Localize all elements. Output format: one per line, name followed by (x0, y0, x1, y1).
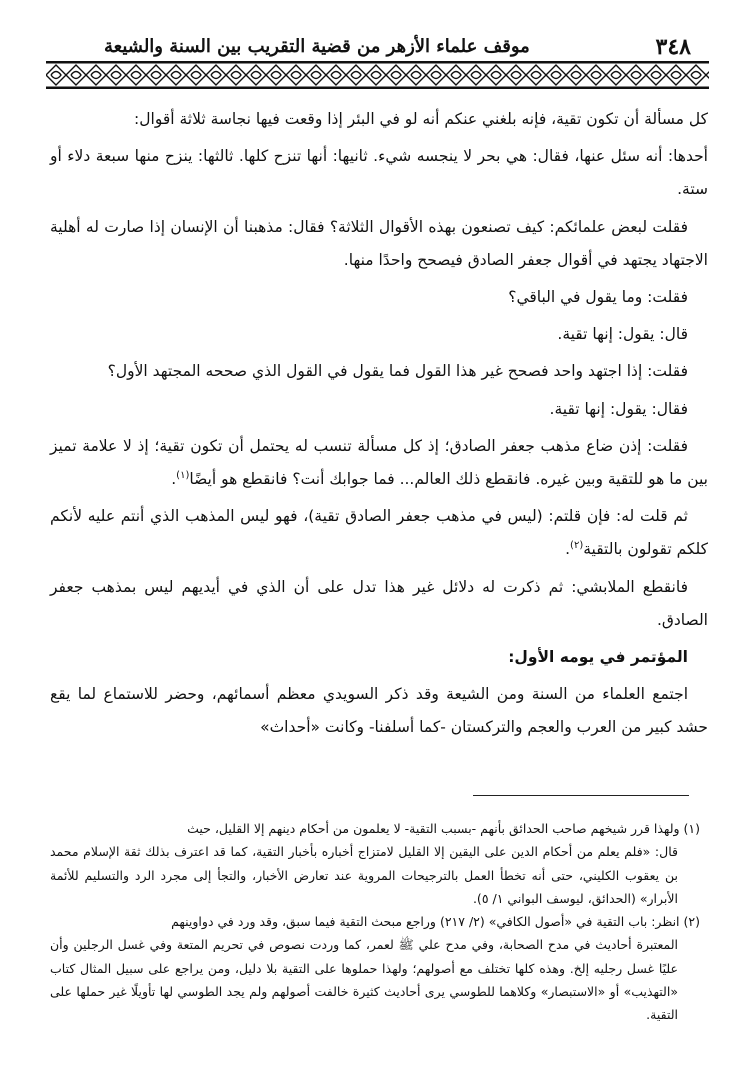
footnote-2-first-line: (٢) انظر: باب التقية في «أصول الكافي» (٢/ ٢١٧) وراجع مبحث التقية فيما سبق، وقد ورد في دواوينهم (171, 914, 700, 930)
footnotes (50, 817, 700, 1027)
footnote-ref: (٢) (570, 540, 584, 552)
running-title: موقف علماء الأزهر من قضية التقريب بين السنة والشيعة (104, 36, 530, 57)
paragraph: أحدها: أنه سئل عنها، فقال: هي بحر لا ينجسه شيء. ثانيها: أنها تنزح كلها. ثالثها: ينزح منها سبعة دلاء أو ستة. (50, 147, 708, 199)
paragraph: فقلت: وما يقول في الباقي؟ (508, 288, 688, 307)
footnote-separator (473, 795, 689, 796)
footnote-1-continued: قال: «فلم يعلم من أحكام الدين على اليقين إلا القليل لامتزاج أخباره بأخبار التقية، كما قد اعترف بذلك ثقة الإسلام محمد بن يعقوب الكليني، حتى أنه تخطأ العمل بالترجيحات المروية عند تعارض الأخبار، والتجأ إلى مجرد الرد والتسليم للأئمة الأبرار» (الحدائق، ليوسف البواني ١/ ٥). (50, 844, 678, 906)
section-heading: المؤتمر في يومه الأول: (508, 648, 688, 667)
footnote-ref: (١) (176, 469, 190, 481)
footnote-1-first-line: (١) ولهذا قرر شيخهم صاحب الحدائق بأنهم -بسبب التقية- لا يعلمون من أحكام دينهم إلا القليل، حيث (187, 821, 700, 836)
page-number: ٣٤٨ (655, 34, 691, 60)
main-text (50, 103, 708, 749)
paragraph: فانقطع الملابشي: ثم ذكرت له دلائل غير هذا تدل على أن الذي في أيديهم ليس بمذهب جعفر الصادق. (50, 577, 708, 629)
paragraph: فقلت: إذا اجتهد واحد فصحح غير هذا القول فما يقول في القول الذي صححه المجتهد الأول؟ (107, 362, 688, 381)
paragraph: اجتمع العلماء من السنة ومن الشيعة وقد ذكر السويدي معظم أسمائهم، وحضر للاستماع لما يقع حشد كبير من العرب والعجم والتركستان -كما أسلفنا- وكانت «أحداث» (50, 685, 708, 737)
paragraph: فقلت لبعض علمائكم: كيف تصنعون بهذه الأقوال الثلاثة؟ فقال: مذهبنا أن الإنسان إذا صارت له أهلية الاجتهاد يجتهد في أقوال جعفر الصادق فيصحح واحدًا منها. (50, 217, 708, 269)
paragraph: فقال: يقول: إنها تقية. (549, 399, 688, 418)
paragraph: فقلت: إذن ضاع مذهب جعفر الصادق؛ إذ كل مسألة تنسب له يحتمل أن تكون تقية؛ إذ لا علامة تميز بين ما هو للتقية وبين غيره. فانقطع ذلك العالم... فما جوابك أنت؟ فانقطع هو أيضًا$^{(١)}$. (50, 436, 708, 489)
paragraph: كل مسألة أن تكون تقية، فإنه بلغني عنكم أنه لو في البئر إذا وقعت فيها نجاسة ثلاثة أقوال: (134, 110, 708, 128)
page-header (0, 34, 731, 60)
footnote-2-continued: المعتبرة أحاديث في مدح الصحابة، وفي مدح علي ﷺ لعمر، كما وردت نصوص في تحريم المتعة وفي غسل الرجلين وأن عليًا غسل رجليه إلخ. وهذه كلها تختلف مع أصولهم؛ ولهذا حملوها على التقية بلا دليل، ومن يراجع على سبيل المثال كتاب «التهذيب» أو «الاستبصار» وكلاهما للطوسي يرى أحاديث كثيرة خالفت أصولهم ولم يجد الطوسي لها تأويلًا غير حملها على التقية. (50, 937, 678, 1023)
paragraph: قال: يقول: إنها تقية. (557, 325, 688, 344)
header-ornament-band (46, 60, 709, 90)
paragraph-text: فقلت: إذن ضاع مذهب جعفر الصادق؛ إذ كل مسألة تنسب له يحتمل أن تكون تقية؛ إذ لا علامة تميز بين ما هو للتقية وبين غيره. فانقطع ذلك العالم... فما جوابك أنت؟ فانقطع هو أيضًا (50, 436, 708, 489)
paragraph-text: ثم قلت له: فإن قلتم: (ليس في مذهب جعفر الصادق تقية)، فهو ليس المذهب الذي أنتم عليه لأنكم كلكم تقولون بالتقية (50, 507, 708, 559)
paragraph: ثم قلت له: فإن قلتم: (ليس في مذهب جعفر الصادق تقية)، فهو ليس المذهب الذي أنتم عليه لأنكم كلكم تقولون بالتقية$^{(٢)}$. (50, 507, 708, 559)
